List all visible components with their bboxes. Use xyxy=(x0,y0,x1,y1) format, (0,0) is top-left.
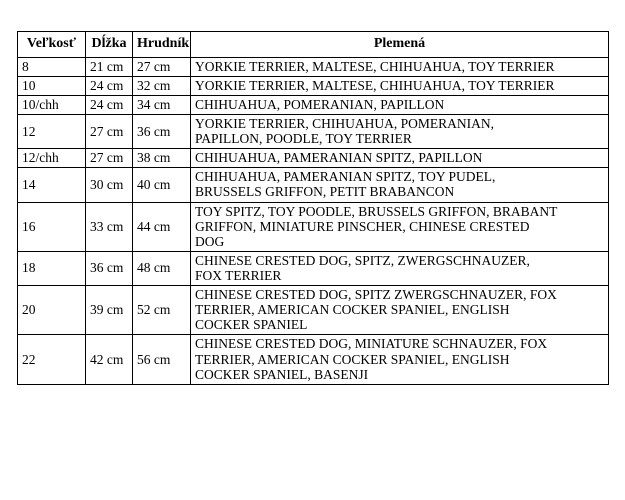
cell-size: 22 xyxy=(18,335,86,384)
table-body xyxy=(18,57,609,384)
breed-line: CHINESE CRESTED DOG, SPITZ ZWERGSCHNAUZER, FOX xyxy=(195,287,557,303)
cell-length: 39 cm xyxy=(86,286,133,335)
cell-breeds xyxy=(191,202,609,251)
table-header-row xyxy=(18,32,609,58)
breed-line: DOG xyxy=(195,233,225,249)
cell-length: 27 cm xyxy=(86,149,133,168)
cell-chest: 36 cm xyxy=(133,115,191,149)
table-row xyxy=(18,115,609,149)
breed-line: CHIHUAHUA, POMERANIAN, PAPILLON xyxy=(195,96,445,112)
cell-chest: 38 cm xyxy=(133,149,191,168)
cell-breeds xyxy=(191,95,609,114)
cell-chest: 44 cm xyxy=(133,202,191,251)
breed-line: PAPILLON, POODLE, TOY TERRIER xyxy=(195,131,412,147)
breed-line: CHINESE CRESTED DOG, MINIATURE SCHNAUZER, FOX xyxy=(195,336,548,352)
table-row xyxy=(18,251,609,285)
table-row xyxy=(18,202,609,251)
breed-line: TOY SPITZ, TOY POODLE, BRUSSELS GRIFFON, BRABANT xyxy=(195,203,558,219)
cell-length: 24 cm xyxy=(86,76,133,95)
table-row xyxy=(18,335,609,384)
table-row xyxy=(18,76,609,95)
breed-line: YORKIE TERRIER, MALTESE, CHIHUAHUA, TOY TERRIER xyxy=(195,77,555,93)
cell-chest: 56 cm xyxy=(133,335,191,384)
table-row xyxy=(18,57,609,76)
breed-line: CHIHUAHUA, PAMERANIAN SPITZ, PAPILLON xyxy=(195,150,483,166)
breed-line: YORKIE TERRIER, MALTESE, CHIHUAHUA, TOY TERRIER xyxy=(195,58,555,74)
breed-line: BRUSSELS GRIFFON, PETIT BRABANCON xyxy=(195,184,455,200)
cell-length: 27 cm xyxy=(86,115,133,149)
cell-length: 36 cm xyxy=(86,251,133,285)
cell-size: 16 xyxy=(18,202,86,251)
cell-breeds xyxy=(191,115,609,149)
cell-chest: 40 cm xyxy=(133,168,191,202)
cell-size: 8 xyxy=(18,57,86,76)
cell-breeds xyxy=(191,149,609,168)
column-header-breeds: Plemená xyxy=(191,32,609,58)
cell-length: 42 cm xyxy=(86,335,133,384)
cell-breeds xyxy=(191,251,609,285)
cell-size: 20 xyxy=(18,286,86,335)
cell-size: 10 xyxy=(18,76,86,95)
breed-line: COCKER SPANIEL, BASENJI xyxy=(195,366,369,382)
table-row xyxy=(18,149,609,168)
cell-chest: 27 cm xyxy=(133,57,191,76)
table-row xyxy=(18,286,609,335)
breed-line: CHINESE CRESTED DOG, SPITZ, ZWERGSCHNAUZER, xyxy=(195,252,530,268)
cell-size: 12/chh xyxy=(18,149,86,168)
breed-line: TERRIER, AMERICAN COCKER SPANIEL, ENGLISH xyxy=(195,302,510,318)
breed-line: GRIFFON, MINIATURE PINSCHER, CHINESE CRESTED xyxy=(195,218,530,234)
cell-length: 30 cm xyxy=(86,168,133,202)
cell-breeds xyxy=(191,57,609,76)
column-header-length: Dĺžka xyxy=(86,32,133,58)
cell-length: 33 cm xyxy=(86,202,133,251)
cell-chest: 32 cm xyxy=(133,76,191,95)
cell-breeds xyxy=(191,286,609,335)
cell-breeds xyxy=(191,335,609,384)
cell-chest: 34 cm xyxy=(133,95,191,114)
column-header-size: Veľkosť xyxy=(18,32,86,58)
cell-chest: 52 cm xyxy=(133,286,191,335)
cell-chest: 48 cm xyxy=(133,251,191,285)
column-header-chest: Hrudník xyxy=(133,32,191,58)
cell-size: 12 xyxy=(18,115,86,149)
breed-line: FOX TERRIER xyxy=(195,267,282,283)
cell-breeds xyxy=(191,168,609,202)
cell-breeds xyxy=(191,76,609,95)
table-header xyxy=(18,32,609,58)
breed-line: COCKER SPANIEL xyxy=(195,317,308,333)
cell-length: 21 cm xyxy=(86,57,133,76)
cell-size: 10/chh xyxy=(18,95,86,114)
table-row xyxy=(18,95,609,114)
breed-line: TERRIER, AMERICAN COCKER SPANIEL, ENGLISH xyxy=(195,351,510,367)
breed-line: YORKIE TERRIER, CHIHUAHUA, POMERANIAN, xyxy=(195,116,494,131)
cell-length: 24 cm xyxy=(86,95,133,114)
dog-size-table xyxy=(17,31,609,385)
cell-size: 14 xyxy=(18,168,86,202)
breed-line: CHIHUAHUA, PAMERANIAN SPITZ, TOY PUDEL, xyxy=(195,169,496,185)
table-row xyxy=(18,168,609,202)
cell-size: 18 xyxy=(18,251,86,285)
